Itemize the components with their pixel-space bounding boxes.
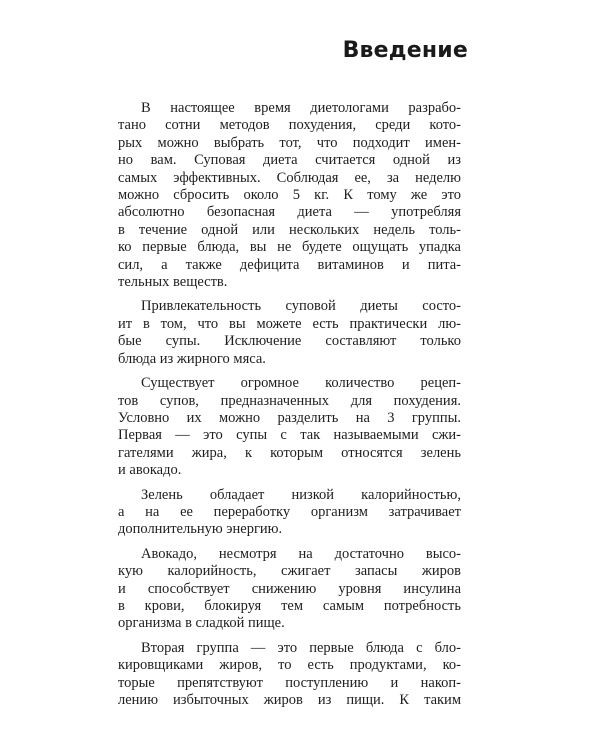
paragraph-1 <box>118 100 461 291</box>
paragraph-3 <box>118 375 461 479</box>
text-line: и способствует снижению уровня инсулина <box>118 580 461 597</box>
text-line: самых эффективных. Соблюдая ее, за неделю <box>118 169 461 186</box>
text-line: торые препятствуют поступлению и накоп- <box>118 674 461 691</box>
text-line: Привлекательность суповой диеты состо- <box>141 298 461 315</box>
text-line: Вторая группа — это первые блюда с бло- <box>141 639 461 656</box>
text-line: блюда из жирного мяса. <box>118 350 266 367</box>
text-line: дополнительную энергию. <box>118 521 283 538</box>
text-line: тов супов, предназначенных для похудения. <box>118 392 461 409</box>
text-line: организма в сладкой пище. <box>118 615 285 632</box>
text-line: тано сотни методов похудения, среди кото- <box>118 117 461 134</box>
text-line: тельных веществ. <box>118 274 228 291</box>
paragraph-6 <box>118 640 461 710</box>
text-line: гателями жира, к которым относятся зелень <box>118 444 461 461</box>
text-line: ко первые блюда, вы не будете ощущать упадка <box>118 239 461 256</box>
paragraph-2 <box>118 298 461 368</box>
text-line: Зелень обладает низкой калорийностью, <box>141 486 461 503</box>
text-line: но вам. Суповая диета считается одной из <box>118 152 461 169</box>
text-line: и авокадо. <box>118 462 182 479</box>
text-line: ит в том, что вы можете есть практически лю- <box>118 315 461 332</box>
text-line: можно сбросить около 5 кг. К тому же это <box>118 187 461 204</box>
text-line: бые супы. Исключение составляют только <box>118 333 461 350</box>
paragraph-4 <box>118 487 461 539</box>
text-line: кую калорийность, сжигает запасы жиров <box>118 563 461 580</box>
text-line: лению избыточных жиров из пищи. К таким <box>118 692 461 708</box>
text-line: в крови, блокируя тем самым потребность <box>118 597 461 614</box>
text-line: в течение одной или нескольких недель толь- <box>118 221 461 238</box>
text-line: В настоящее время диетологами разрабо- <box>141 100 461 116</box>
text-line: кировщиками жиров, то есть продуктами, ко- <box>118 657 461 674</box>
paragraph-5 <box>118 546 461 633</box>
text-line: Существует огромное количество рецеп- <box>141 375 461 392</box>
body-text <box>118 100 461 716</box>
text-line: сил, а также дефицита витаминов и пита- <box>118 256 461 273</box>
text-line: а на ее переработку организм затрачивает <box>118 503 461 520</box>
text-line: Авокадо, несмотря на достаточно высо- <box>141 545 461 562</box>
text-line: Условно их можно разделить на 3 группы. <box>118 409 461 426</box>
chapter-heading: Введение <box>342 38 468 63</box>
text-line: Первая — это супы с так называемыми сжи- <box>118 427 461 444</box>
text-line: рых можно выбрать тот, что подходит имен- <box>118 134 461 151</box>
text-line: абсолютно безопасная диета — употребляя <box>118 204 461 221</box>
